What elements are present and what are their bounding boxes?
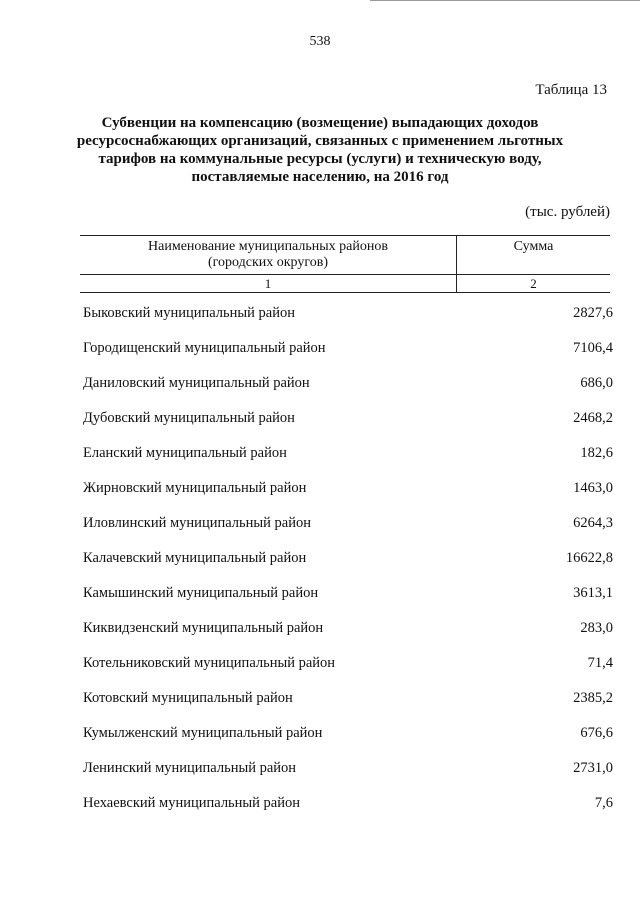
district-sum: 1463,0 xyxy=(573,480,613,496)
district-sum: 2827,6 xyxy=(573,305,613,321)
document-title xyxy=(70,114,570,186)
title-line: поставляемые населению, на 2016 год xyxy=(191,169,449,185)
table-row xyxy=(83,585,613,620)
title-line: тарифов на коммунальные ресурсы (услуги) и техническую воду, xyxy=(98,151,542,167)
header-name-line: Наименование муниципальных районов xyxy=(148,239,388,254)
district-sum: 182,6 xyxy=(580,445,613,461)
table-row xyxy=(83,305,613,340)
header-divider xyxy=(80,274,610,275)
page-number: 538 xyxy=(309,34,331,49)
district-sum: 686,0 xyxy=(580,375,613,391)
table-row xyxy=(83,620,613,655)
table-header xyxy=(80,235,610,293)
district-name: Ленинский муниципальный район xyxy=(83,760,297,776)
district-name: Кумылженский муниципальный район xyxy=(83,725,323,741)
table-body xyxy=(83,305,613,830)
district-sum: 2731,0 xyxy=(573,760,613,776)
table-row xyxy=(83,725,613,760)
district-name: Жирновский муниципальный район xyxy=(83,480,307,496)
district-name: Калачевский муниципальный район xyxy=(83,550,307,566)
table-row xyxy=(83,655,613,690)
district-name: Киквидзенский муниципальный район xyxy=(83,620,324,636)
table-row xyxy=(83,550,613,585)
district-sum: 2385,2 xyxy=(573,690,613,706)
district-sum: 676,6 xyxy=(580,725,613,741)
header-sum-column: Сумма xyxy=(513,239,554,254)
district-name: Дубовский муниципальный район xyxy=(83,410,295,426)
table-row xyxy=(83,515,613,550)
table-row xyxy=(83,480,613,515)
district-name: Камышинский муниципальный район xyxy=(83,585,319,601)
district-name: Даниловский муниципальный район xyxy=(83,375,310,391)
district-sum: 16622,8 xyxy=(565,550,613,566)
district-sum: 6264,3 xyxy=(573,515,613,531)
table-row xyxy=(83,760,613,795)
district-sum: 283,0 xyxy=(580,620,613,636)
header-column-number-2: 2 xyxy=(530,276,537,291)
district-sum: 71,4 xyxy=(587,655,613,671)
district-sum: 7106,4 xyxy=(573,340,613,356)
district-name: Нехаевский муниципальный район xyxy=(83,795,301,811)
table-row xyxy=(83,690,613,725)
district-name: Городищенский муниципальный район xyxy=(83,340,326,356)
scan-edge-line xyxy=(370,0,640,5)
table-row xyxy=(83,795,613,830)
district-sum: 7,6 xyxy=(594,795,613,811)
title-line: Субвенции на компенсацию (возмещение) выпадающих доходов xyxy=(101,115,539,131)
units-label: (тыс. рублей) xyxy=(525,204,610,220)
district-sum: 3613,1 xyxy=(573,585,613,601)
header-name-line: (городских округов) xyxy=(207,255,329,270)
district-name: Котельниковский муниципальный район xyxy=(83,655,336,671)
district-sum: 2468,2 xyxy=(573,410,613,426)
header-name-column xyxy=(80,239,456,271)
table-label: Таблица 13 xyxy=(535,82,607,98)
table-row xyxy=(83,340,613,375)
header-column-number-1: 1 xyxy=(264,276,272,291)
title-line: ресурсоснабжающих организаций, связанных с применением льготных xyxy=(76,133,564,149)
district-name: Быковский муниципальный район xyxy=(83,305,295,321)
district-name: Еланский муниципальный район xyxy=(83,445,287,461)
table-row xyxy=(83,445,613,480)
district-name: Иловлинский муниципальный район xyxy=(83,515,311,531)
table-row xyxy=(83,375,613,410)
table-row xyxy=(83,410,613,445)
district-name: Котовский муниципальный район xyxy=(83,690,293,706)
